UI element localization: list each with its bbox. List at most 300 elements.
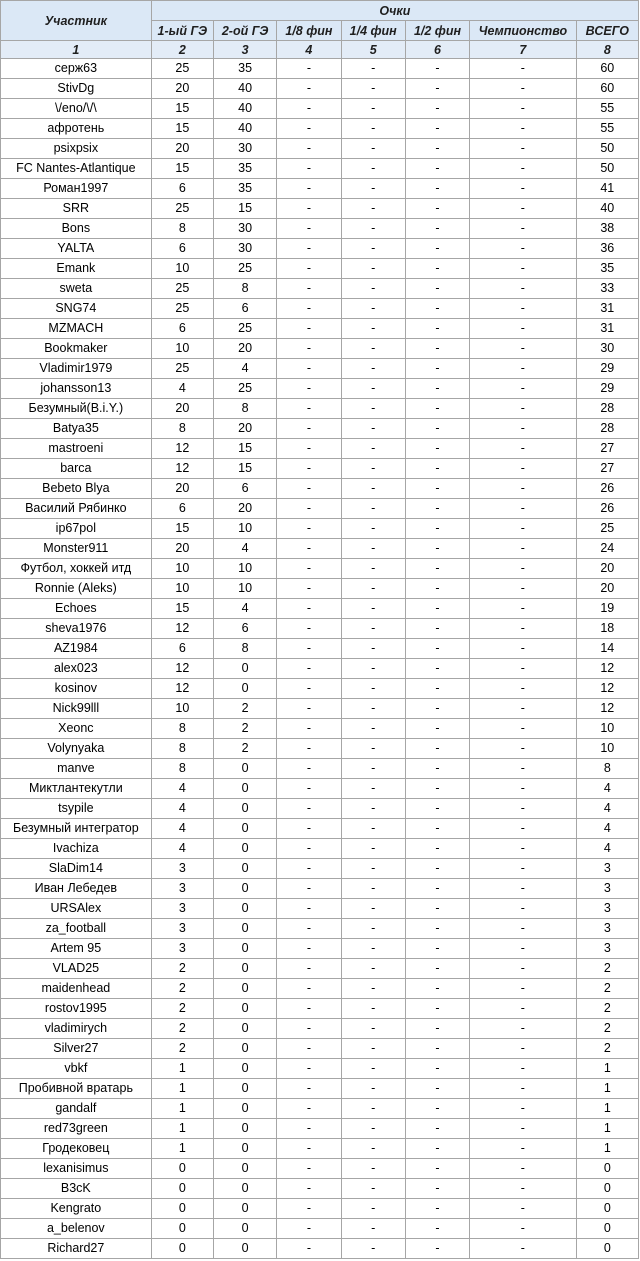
championship-points: - — [470, 159, 576, 179]
participant-name: Emank — [1, 259, 152, 279]
total-points: 30 — [576, 339, 638, 359]
stage2-points: 0 — [213, 679, 276, 699]
stage1-points: 15 — [151, 99, 213, 119]
semifinal-points: - — [405, 79, 469, 99]
total-points: 4 — [576, 779, 638, 799]
semifinal-points: - — [405, 59, 469, 79]
semifinal-points: - — [405, 1219, 469, 1239]
semifinal-points: - — [405, 1099, 469, 1119]
table-body — [1, 59, 639, 1259]
quarterfinal-points: - — [341, 439, 405, 459]
round-of-16-points: - — [277, 679, 341, 699]
participant-name: alex023 — [1, 659, 152, 679]
table-row — [1, 279, 639, 299]
round-of-16-points: - — [277, 379, 341, 399]
round-of-16-points: - — [277, 959, 341, 979]
table-row — [1, 299, 639, 319]
round-of-16-points: - — [277, 699, 341, 719]
round-of-16-points: - — [277, 779, 341, 799]
total-points: 18 — [576, 619, 638, 639]
championship-points: - — [470, 839, 576, 859]
stage2-points: 20 — [213, 339, 276, 359]
semifinal-points: - — [405, 739, 469, 759]
total-points: 0 — [576, 1239, 638, 1259]
semifinal-points: - — [405, 99, 469, 119]
table-row — [1, 1159, 639, 1179]
total-points: 2 — [576, 959, 638, 979]
semifinal-points: - — [405, 319, 469, 339]
championship-points: - — [470, 279, 576, 299]
semifinal-points: - — [405, 539, 469, 559]
championship-points: - — [470, 79, 576, 99]
championship-points: - — [470, 519, 576, 539]
semifinal-points: - — [405, 339, 469, 359]
participant-name: B3cK — [1, 1179, 152, 1199]
stage1-points: 12 — [151, 619, 213, 639]
col-number: 7 — [470, 41, 576, 59]
quarterfinal-points: - — [341, 819, 405, 839]
stage1-points: 12 — [151, 459, 213, 479]
participant-name: Bons — [1, 219, 152, 239]
stage2-points: 0 — [213, 1079, 276, 1099]
stage1-points: 4 — [151, 799, 213, 819]
stage2-points: 0 — [213, 1099, 276, 1119]
participant-name: Футбол, хоккей итд — [1, 559, 152, 579]
stage2-points: 30 — [213, 219, 276, 239]
stage2-points: 0 — [213, 1239, 276, 1259]
stage1-points: 25 — [151, 59, 213, 79]
participant-name: Batya35 — [1, 419, 152, 439]
quarterfinal-points: - — [341, 799, 405, 819]
semifinal-points: - — [405, 919, 469, 939]
table-row — [1, 679, 639, 699]
quarterfinal-points: - — [341, 419, 405, 439]
participant-name: Nick99lll — [1, 699, 152, 719]
round-of-16-points: - — [277, 739, 341, 759]
quarterfinal-points: - — [341, 1099, 405, 1119]
total-points: 3 — [576, 919, 638, 939]
table-row — [1, 659, 639, 679]
table-row — [1, 99, 639, 119]
participant-name: a_belenov — [1, 1219, 152, 1239]
semifinal-points: - — [405, 939, 469, 959]
participant-header: Участник — [1, 1, 152, 41]
participant-name: Echoes — [1, 599, 152, 619]
stage1-points: 15 — [151, 519, 213, 539]
round-of-16-points: - — [277, 279, 341, 299]
table-row — [1, 399, 639, 419]
table-row — [1, 1119, 639, 1139]
stage2-points: 0 — [213, 819, 276, 839]
quarterfinal-points: - — [341, 679, 405, 699]
stage1-points: 4 — [151, 839, 213, 859]
stage1-points: 20 — [151, 139, 213, 159]
participant-name: Xeonc — [1, 719, 152, 739]
semifinal-points: - — [405, 959, 469, 979]
round-of-16-points: - — [277, 1119, 341, 1139]
round-of-16-points: - — [277, 599, 341, 619]
participant-name: Bebeto Blya — [1, 479, 152, 499]
round-of-16-points: - — [277, 419, 341, 439]
championship-points: - — [470, 199, 576, 219]
semifinal-points: - — [405, 499, 469, 519]
semifinal-points: - — [405, 259, 469, 279]
total-points: 2 — [576, 1039, 638, 1059]
championship-points: - — [470, 99, 576, 119]
championship-points: - — [470, 1119, 576, 1139]
stage2-points: 40 — [213, 79, 276, 99]
stage2-points: 10 — [213, 559, 276, 579]
total-points: 10 — [576, 739, 638, 759]
participant-name: barca — [1, 459, 152, 479]
semifinal-points: - — [405, 219, 469, 239]
semifinal-points: - — [405, 719, 469, 739]
championship-points: - — [470, 1179, 576, 1199]
col-number: 8 — [576, 41, 638, 59]
quarterfinal-points: - — [341, 1219, 405, 1239]
total-points: 3 — [576, 899, 638, 919]
championship-points: - — [470, 399, 576, 419]
quarterfinal-points: - — [341, 1139, 405, 1159]
round-of-16-points: - — [277, 499, 341, 519]
total-points: 36 — [576, 239, 638, 259]
quarterfinal-points: - — [341, 59, 405, 79]
stage2-points: 0 — [213, 1199, 276, 1219]
championship-points: - — [470, 719, 576, 739]
stage1-points: 6 — [151, 239, 213, 259]
championship-points: - — [470, 659, 576, 679]
semifinal-points: - — [405, 1159, 469, 1179]
championship-points: - — [470, 59, 576, 79]
round-of-16-points: - — [277, 659, 341, 679]
total-points: 41 — [576, 179, 638, 199]
table-row — [1, 419, 639, 439]
semifinal-points: - — [405, 859, 469, 879]
championship-points: - — [470, 439, 576, 459]
quarterfinal-points: - — [341, 539, 405, 559]
col-header-stage1: 1-ый ГЭ — [151, 21, 213, 41]
stage1-points: 10 — [151, 559, 213, 579]
stage1-points: 6 — [151, 319, 213, 339]
stage1-points: 0 — [151, 1219, 213, 1239]
stage1-points: 8 — [151, 419, 213, 439]
round-of-16-points: - — [277, 79, 341, 99]
participant-name: SNG74 — [1, 299, 152, 319]
participant-name: Роман1997 — [1, 179, 152, 199]
table-row — [1, 179, 639, 199]
semifinal-points: - — [405, 479, 469, 499]
total-points: 28 — [576, 399, 638, 419]
stage1-points: 10 — [151, 699, 213, 719]
stage1-points: 15 — [151, 119, 213, 139]
round-of-16-points: - — [277, 139, 341, 159]
quarterfinal-points: - — [341, 119, 405, 139]
quarterfinal-points: - — [341, 1119, 405, 1139]
table-row — [1, 619, 639, 639]
stage2-points: 10 — [213, 579, 276, 599]
total-points: 55 — [576, 99, 638, 119]
table-row — [1, 359, 639, 379]
round-of-16-points: - — [277, 559, 341, 579]
table-row — [1, 739, 639, 759]
championship-points: - — [470, 959, 576, 979]
participant-name: Ivachiza — [1, 839, 152, 859]
championship-points: - — [470, 699, 576, 719]
col-number: 6 — [405, 41, 469, 59]
total-points: 33 — [576, 279, 638, 299]
stage1-points: 1 — [151, 1059, 213, 1079]
quarterfinal-points: - — [341, 1019, 405, 1039]
championship-points: - — [470, 819, 576, 839]
championship-points: - — [470, 499, 576, 519]
championship-points: - — [470, 599, 576, 619]
participant-name: \/eno/\/\ — [1, 99, 152, 119]
semifinal-points: - — [405, 1119, 469, 1139]
round-of-16-points: - — [277, 59, 341, 79]
round-of-16-points: - — [277, 799, 341, 819]
table-row — [1, 79, 639, 99]
round-of-16-points: - — [277, 1199, 341, 1219]
stage1-points: 8 — [151, 739, 213, 759]
semifinal-points: - — [405, 359, 469, 379]
total-points: 31 — [576, 319, 638, 339]
semifinal-points: - — [405, 819, 469, 839]
stage2-points: 6 — [213, 479, 276, 499]
col-header-semifinal: 1/2 фин — [405, 21, 469, 41]
table-row — [1, 859, 639, 879]
stage1-points: 25 — [151, 299, 213, 319]
championship-points: - — [470, 539, 576, 559]
total-points: 1 — [576, 1079, 638, 1099]
quarterfinal-points: - — [341, 579, 405, 599]
round-of-16-points: - — [277, 539, 341, 559]
quarterfinal-points: - — [341, 399, 405, 419]
participant-name: Vladimir1979 — [1, 359, 152, 379]
table-row — [1, 839, 639, 859]
stage2-points: 4 — [213, 539, 276, 559]
stage2-points: 30 — [213, 239, 276, 259]
semifinal-points: - — [405, 1019, 469, 1039]
quarterfinal-points: - — [341, 559, 405, 579]
stage2-points: 0 — [213, 1039, 276, 1059]
participant-name: lexanisimus — [1, 1159, 152, 1179]
semifinal-points: - — [405, 459, 469, 479]
participant-name: ip67pol — [1, 519, 152, 539]
semifinal-points: - — [405, 879, 469, 899]
championship-points: - — [470, 859, 576, 879]
table-row — [1, 459, 639, 479]
table-row — [1, 1059, 639, 1079]
participant-name: psixpsix — [1, 139, 152, 159]
stage1-points: 3 — [151, 919, 213, 939]
championship-points: - — [470, 319, 576, 339]
round-of-16-points: - — [277, 439, 341, 459]
participant-name: Гродековец — [1, 1139, 152, 1159]
semifinal-points: - — [405, 559, 469, 579]
championship-points: - — [470, 879, 576, 899]
table-row — [1, 599, 639, 619]
semifinal-points: - — [405, 839, 469, 859]
table-row — [1, 1139, 639, 1159]
championship-points: - — [470, 1059, 576, 1079]
championship-points: - — [470, 619, 576, 639]
round-of-16-points: - — [277, 859, 341, 879]
round-of-16-points: - — [277, 1019, 341, 1039]
total-points: 0 — [576, 1159, 638, 1179]
championship-points: - — [470, 779, 576, 799]
participant-name: maidenhead — [1, 979, 152, 999]
round-of-16-points: - — [277, 239, 341, 259]
total-points: 0 — [576, 1199, 638, 1219]
table-row — [1, 759, 639, 779]
total-points: 31 — [576, 299, 638, 319]
total-points: 20 — [576, 579, 638, 599]
total-points: 24 — [576, 539, 638, 559]
total-points: 12 — [576, 659, 638, 679]
stage2-points: 8 — [213, 639, 276, 659]
quarterfinal-points: - — [341, 599, 405, 619]
stage1-points: 3 — [151, 879, 213, 899]
round-of-16-points: - — [277, 719, 341, 739]
stage2-points: 4 — [213, 599, 276, 619]
round-of-16-points: - — [277, 459, 341, 479]
stage2-points: 35 — [213, 179, 276, 199]
table-row — [1, 919, 639, 939]
stage1-points: 2 — [151, 959, 213, 979]
total-points: 38 — [576, 219, 638, 239]
table-row — [1, 1219, 639, 1239]
championship-points: - — [470, 419, 576, 439]
participant-name: Пробивной вратарь — [1, 1079, 152, 1099]
table-row — [1, 319, 639, 339]
championship-points: - — [470, 1139, 576, 1159]
championship-points: - — [470, 999, 576, 1019]
col-number: 4 — [277, 41, 341, 59]
participant-name: Безумный(B.i.Y.) — [1, 399, 152, 419]
round-of-16-points: - — [277, 1219, 341, 1239]
quarterfinal-points: - — [341, 479, 405, 499]
championship-points: - — [470, 919, 576, 939]
semifinal-points: - — [405, 1239, 469, 1259]
quarterfinal-points: - — [341, 259, 405, 279]
stage2-points: 8 — [213, 399, 276, 419]
total-points: 10 — [576, 719, 638, 739]
stage1-points: 0 — [151, 1199, 213, 1219]
stage1-points: 4 — [151, 379, 213, 399]
championship-points: - — [470, 119, 576, 139]
table-row — [1, 139, 639, 159]
quarterfinal-points: - — [341, 319, 405, 339]
quarterfinal-points: - — [341, 299, 405, 319]
round-of-16-points: - — [277, 1039, 341, 1059]
round-of-16-points: - — [277, 619, 341, 639]
stage2-points: 6 — [213, 619, 276, 639]
quarterfinal-points: - — [341, 1159, 405, 1179]
total-points: 1 — [576, 1059, 638, 1079]
stage2-points: 20 — [213, 499, 276, 519]
semifinal-points: - — [405, 799, 469, 819]
semifinal-points: - — [405, 1039, 469, 1059]
table-row — [1, 939, 639, 959]
stage1-points: 3 — [151, 939, 213, 959]
participant-name: vladimirych — [1, 1019, 152, 1039]
quarterfinal-points: - — [341, 1199, 405, 1219]
col-header-quarterfinal: 1/4 фин — [341, 21, 405, 41]
stage2-points: 25 — [213, 259, 276, 279]
semifinal-points: - — [405, 619, 469, 639]
championship-points: - — [470, 1219, 576, 1239]
stage1-points: 3 — [151, 899, 213, 919]
semifinal-points: - — [405, 899, 469, 919]
participant-name: SRR — [1, 199, 152, 219]
participant-name: za_football — [1, 919, 152, 939]
col-number: 3 — [213, 41, 276, 59]
stage2-points: 35 — [213, 159, 276, 179]
stage2-points: 15 — [213, 459, 276, 479]
championship-points: - — [470, 1099, 576, 1119]
quarterfinal-points: - — [341, 1079, 405, 1099]
quarterfinal-points: - — [341, 899, 405, 919]
round-of-16-points: - — [277, 1079, 341, 1099]
participant-name: kosinov — [1, 679, 152, 699]
semifinal-points: - — [405, 239, 469, 259]
participant-name: серж63 — [1, 59, 152, 79]
total-points: 60 — [576, 79, 638, 99]
championship-points: - — [470, 259, 576, 279]
quarterfinal-points: - — [341, 919, 405, 939]
stage1-points: 20 — [151, 79, 213, 99]
table-row — [1, 539, 639, 559]
table-row — [1, 899, 639, 919]
quarterfinal-points: - — [341, 219, 405, 239]
stage2-points: 6 — [213, 299, 276, 319]
quarterfinal-points: - — [341, 99, 405, 119]
total-points: 2 — [576, 999, 638, 1019]
championship-points: - — [470, 299, 576, 319]
quarterfinal-points: - — [341, 719, 405, 739]
quarterfinal-points: - — [341, 1239, 405, 1259]
stage1-points: 20 — [151, 539, 213, 559]
table-row — [1, 719, 639, 739]
round-of-16-points: - — [277, 179, 341, 199]
participant-name: sheva1976 — [1, 619, 152, 639]
stage2-points: 0 — [213, 979, 276, 999]
participant-name: MZMACH — [1, 319, 152, 339]
semifinal-points: - — [405, 279, 469, 299]
table-row — [1, 519, 639, 539]
participant-name: Kengrato — [1, 1199, 152, 1219]
stage1-points: 20 — [151, 399, 213, 419]
round-of-16-points: - — [277, 519, 341, 539]
championship-points: - — [470, 939, 576, 959]
participant-name: gandalf — [1, 1099, 152, 1119]
stage2-points: 4 — [213, 359, 276, 379]
table-row — [1, 239, 639, 259]
total-points: 8 — [576, 759, 638, 779]
round-of-16-points: - — [277, 639, 341, 659]
quarterfinal-points: - — [341, 859, 405, 879]
stage2-points: 2 — [213, 699, 276, 719]
semifinal-points: - — [405, 759, 469, 779]
stage1-points: 1 — [151, 1099, 213, 1119]
stage2-points: 0 — [213, 759, 276, 779]
total-points: 3 — [576, 859, 638, 879]
quarterfinal-points: - — [341, 519, 405, 539]
stage2-points: 0 — [213, 1019, 276, 1039]
stage1-points: 0 — [151, 1179, 213, 1199]
round-of-16-points: - — [277, 199, 341, 219]
total-points: 50 — [576, 139, 638, 159]
